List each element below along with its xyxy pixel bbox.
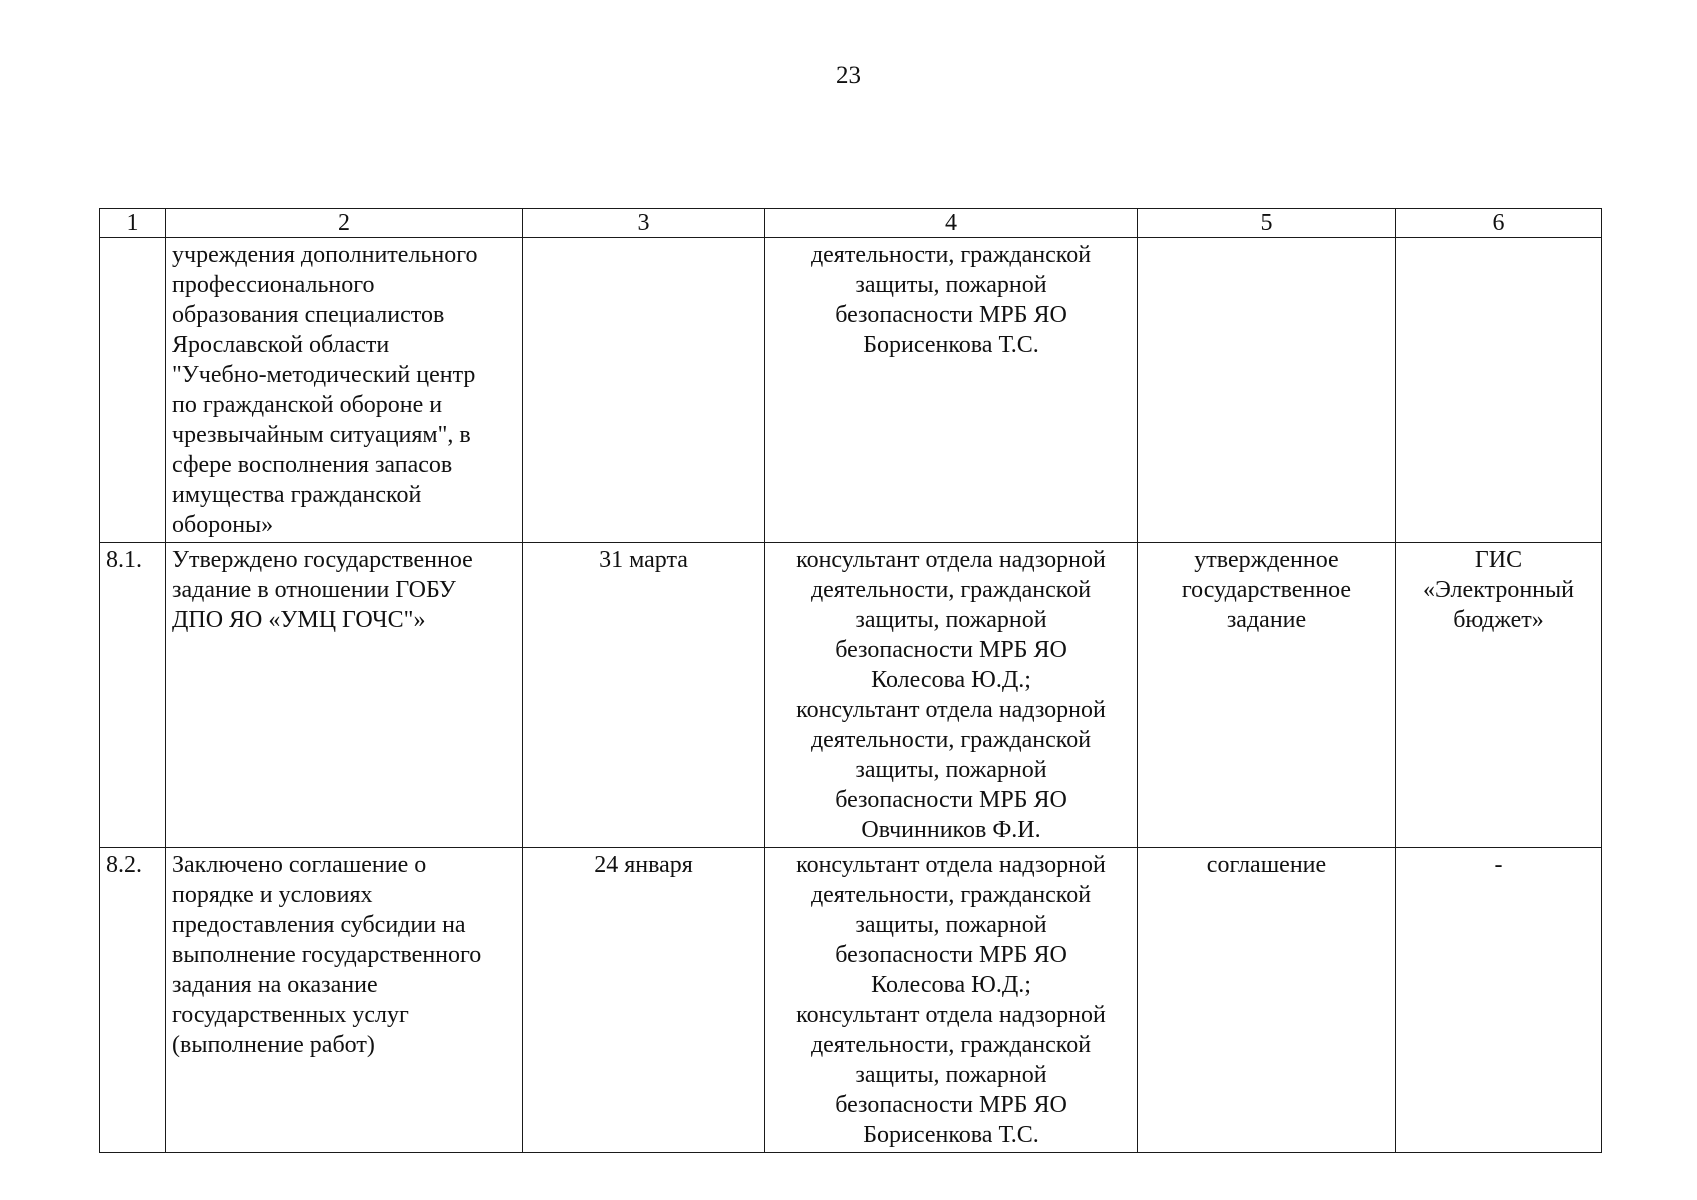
text-line: консультант отдела надзорной bbox=[796, 852, 1106, 878]
text-line: ГИС bbox=[1474, 547, 1523, 573]
row-system bbox=[1396, 543, 1602, 848]
row-responsible bbox=[765, 543, 1138, 848]
text-line: предоставления субсидии на bbox=[172, 912, 466, 938]
text-line: - bbox=[1494, 852, 1503, 878]
text-line: защиты, пожарной bbox=[855, 607, 1047, 633]
text-line: выполнение государственного bbox=[172, 942, 482, 968]
text-line: государственное bbox=[1181, 577, 1352, 603]
text-line: "Учебно-методический центр bbox=[172, 362, 476, 388]
text-line: безопасности МРБ ЯО bbox=[835, 942, 1067, 968]
column-header-6: 6 bbox=[1396, 209, 1602, 238]
column-header-1: 1 bbox=[100, 209, 166, 238]
text-line: деятельности, гражданской bbox=[810, 882, 1092, 908]
text-line: по гражданской обороне и bbox=[172, 392, 443, 418]
row-deadline: 31 марта bbox=[523, 543, 765, 848]
text-line: деятельности, гражданской bbox=[810, 242, 1092, 268]
column-header-3: 3 bbox=[523, 209, 765, 238]
text-line: деятельности, гражданской bbox=[810, 727, 1092, 753]
text-line: Ярославской области bbox=[172, 332, 390, 358]
text-line: образования специалистов bbox=[172, 302, 445, 328]
row-system bbox=[1396, 848, 1602, 1153]
text-line: безопасности МРБ ЯО bbox=[835, 637, 1067, 663]
text-line: государственных услуг bbox=[172, 1002, 409, 1028]
text-line: Борисенкова Т.С. bbox=[863, 332, 1039, 358]
text-line: сфере восполнения запасов bbox=[172, 452, 453, 478]
text-line: имущества гражданской bbox=[172, 482, 422, 508]
row-description bbox=[166, 238, 523, 543]
row-system bbox=[1396, 238, 1602, 543]
table-header-row bbox=[100, 209, 1602, 238]
text-line: чрезвычайным ситуациям", в bbox=[172, 422, 471, 448]
text-line: бюджет» bbox=[1453, 607, 1544, 633]
page-number: 23 bbox=[836, 62, 861, 89]
row-result bbox=[1138, 543, 1396, 848]
column-header-5: 5 bbox=[1138, 209, 1396, 238]
row-result bbox=[1138, 848, 1396, 1153]
row-deadline: 24 января bbox=[523, 848, 765, 1153]
text-line: ДПО ЯО «УМЦ ГОЧС"» bbox=[172, 607, 426, 633]
text-line: Колесова Ю.Д.; bbox=[871, 667, 1031, 693]
text-line: безопасности МРБ ЯО bbox=[835, 787, 1067, 813]
text-line: (выполнение работ) bbox=[172, 1032, 375, 1058]
text-line: Утверждено государственное bbox=[172, 547, 473, 573]
table-row bbox=[100, 238, 1602, 543]
text-line: профессионального bbox=[172, 272, 375, 298]
text-line: задания на оказание bbox=[172, 972, 378, 998]
plan-table bbox=[99, 208, 1602, 1153]
row-result bbox=[1138, 238, 1396, 543]
text-line: консультант отдела надзорной bbox=[796, 547, 1106, 573]
text-line: задание в отношении ГОБУ bbox=[172, 577, 456, 603]
table-row bbox=[100, 543, 1602, 848]
text-line: учреждения дополнительного bbox=[172, 242, 478, 268]
text-line: Заключено соглашение о bbox=[172, 852, 427, 878]
text-line: безопасности МРБ ЯО bbox=[835, 1092, 1067, 1118]
text-line: порядке и условиях bbox=[172, 882, 373, 908]
text-line: защиты, пожарной bbox=[855, 757, 1047, 783]
text-line: утвержденное bbox=[1194, 547, 1339, 573]
text-line: безопасности МРБ ЯО bbox=[835, 302, 1067, 328]
text-line: Борисенкова Т.С. bbox=[863, 1122, 1039, 1148]
row-deadline bbox=[523, 238, 765, 543]
column-header-4: 4 bbox=[765, 209, 1138, 238]
text-line: консультант отдела надзорной bbox=[796, 1002, 1106, 1028]
text-line: задание bbox=[1226, 607, 1307, 633]
row-responsible bbox=[765, 238, 1138, 543]
text-line: Овчинников Ф.И. bbox=[861, 817, 1041, 843]
table-row bbox=[100, 848, 1602, 1153]
text-line: консультант отдела надзорной bbox=[796, 697, 1106, 723]
text-line: деятельности, гражданской bbox=[810, 1032, 1092, 1058]
text-line: защиты, пожарной bbox=[855, 1062, 1047, 1088]
row-number: 8.1. bbox=[100, 543, 166, 848]
text-line: деятельности, гражданской bbox=[810, 577, 1092, 603]
row-responsible bbox=[765, 848, 1138, 1153]
text-line: Колесова Ю.Д.; bbox=[871, 972, 1031, 998]
row-description bbox=[166, 543, 523, 848]
column-header-2: 2 bbox=[166, 209, 523, 238]
text-line: соглашение bbox=[1206, 852, 1327, 878]
row-number: 8.2. bbox=[100, 848, 166, 1153]
text-line: защиты, пожарной bbox=[855, 272, 1047, 298]
text-line: защиты, пожарной bbox=[855, 912, 1047, 938]
text-line: «Электронный bbox=[1423, 577, 1574, 603]
row-description bbox=[166, 848, 523, 1153]
text-line: обороны» bbox=[172, 512, 274, 538]
row-number bbox=[100, 238, 166, 543]
